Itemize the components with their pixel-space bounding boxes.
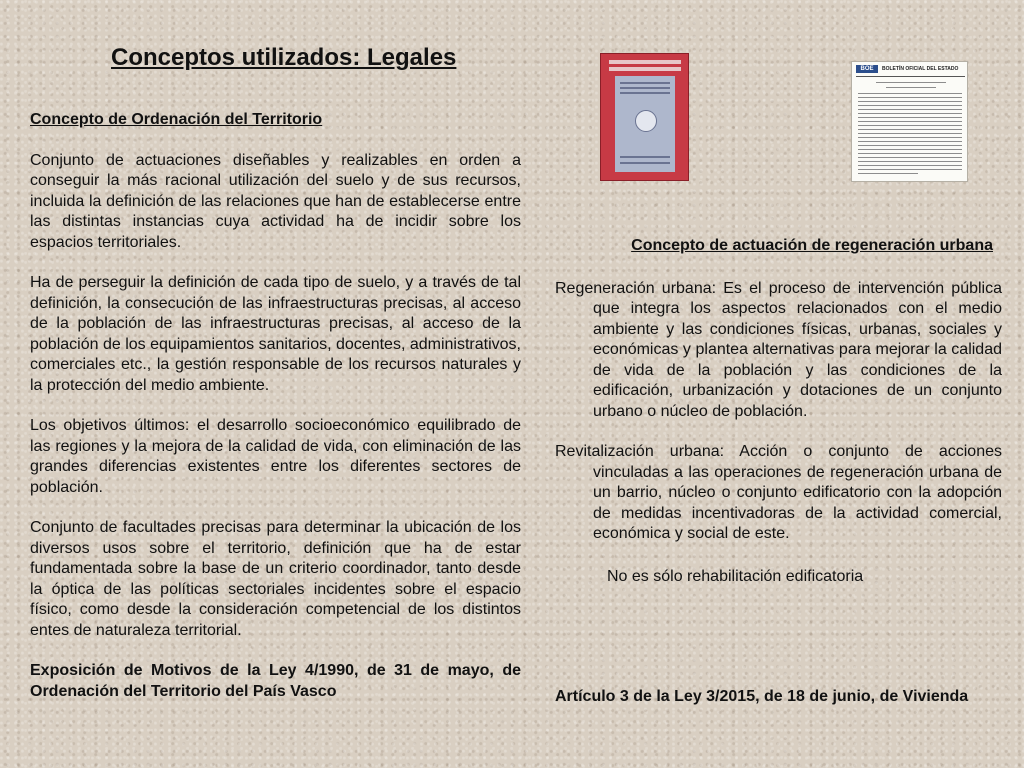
boe-logo: BOE (856, 65, 878, 73)
boe-text-line (858, 157, 962, 158)
right-column (555, 236, 1002, 587)
boe-text-line (858, 109, 962, 110)
book-cover-text-line (620, 156, 670, 158)
boe-text-line (858, 133, 962, 134)
boe-text-line (858, 125, 962, 126)
boe-text-line (858, 145, 962, 146)
boe-text-line (858, 149, 962, 150)
book-cover-text-line (620, 162, 670, 164)
boe-text-line (876, 82, 946, 83)
book-cover-image (600, 53, 689, 181)
book-cover-emblem-icon (635, 110, 657, 132)
boe-text-line (858, 161, 962, 162)
book-cover-text-line (620, 87, 670, 89)
book-cover-panel (615, 76, 675, 172)
slide-title: Conceptos utilizados: Legales (111, 44, 457, 71)
definition-regeneracion: Regeneración urbana: Es el proceso de intervención pública que integra los aspectos relacionados con el medio ambiente y las condiciones físicas, urbanas, sociales y económicas y plantea alternativas para mejorar la calidad de vida de la población y las condiciones de la edificación, urbanización y dotaciones de un conjunto urbano o núcleo de población. (555, 279, 1002, 420)
boe-text-line (858, 141, 962, 142)
book-cover-text-line (620, 92, 670, 94)
left-column (30, 110, 521, 702)
boe-text-line (886, 87, 936, 88)
book-cover-stripe (609, 67, 681, 71)
left-paragraph-1: Conjunto de actuaciones diseñables y realizables en orden a conseguir la más racional utilización del suelo y de sus recursos, incluida la definición de las relaciones que han de establecerse entre las distintas instancias cuya actividad ha de incidir sobre los espacios territoriales. (30, 151, 521, 251)
left-paragraph-3: Los objetivos últimos: el desarrollo socioeconómico equilibrado de las regiones y la mejora de la calidad de vida, con eliminación de las grandes diferencias existentes entre los diferentes sectores de población. (30, 417, 521, 496)
left-heading: Concepto de Ordenación del Territorio (30, 111, 323, 128)
left-paragraph-2: Ha de perseguir la definición de cada tipo de suelo, y a través de tal definición, la consecución de las infraestructuras precisas, al acceso de la población de las infraestructuras precisas, al acceso de la población de los equipamientos sanitarios, docentes, administrativos, comerciales etc., la gestión responsable de los recursos naturales y la protección del medio ambiente. (30, 274, 521, 394)
boe-text-line (858, 105, 962, 106)
note-text: No es sólo rehabilitación edificatoria (607, 567, 864, 585)
boe-text-line (858, 169, 962, 170)
boe-text-line (858, 93, 962, 94)
boe-text-line (858, 129, 962, 130)
boe-text-line (858, 173, 918, 174)
boe-text-line (858, 101, 962, 102)
boe-text-line (858, 153, 962, 154)
boe-text-line (858, 137, 962, 138)
boe-text-line (858, 97, 962, 98)
right-source: Artículo 3 de la Ley 3/2015, de 18 de junio, de Vivienda (555, 688, 969, 705)
left-source: Exposición de Motivos de la Ley 4/1990, de 31 de mayo, de Ordenación del Territorio del País Vasco (30, 662, 521, 700)
left-paragraph-4: Conjunto de facultades precisas para determinar la ubicación de los diversos usos sobre el territorio, definición que ha de estar fundamentada sobre la base de un criterio coordinador, tanto desde la óptica de las políticas sectoriales incidentes sobre el espacio físico, como desde la consideración competencial de los distintos entes de naturaleza territorial. (30, 519, 521, 639)
boe-rule (856, 76, 965, 77)
boe-text-line (858, 165, 962, 166)
boe-text-line (858, 117, 962, 118)
boe-text-line (858, 113, 962, 114)
boe-text-line (858, 121, 962, 122)
boe-header: BOLETÍN OFICIAL DEL ESTADO (882, 66, 959, 72)
definition-revitalizacion: Revitalización urbana: Acción o conjunto de acciones vinculadas a las operaciones de regeneración urbana de un barrio, núcleo o conjunto edificatorio con la adopción de medidas incentivadoras de la actividad comercial, económica y social de este. (555, 443, 1002, 542)
right-heading: Concepto de actuación de regeneración urbana (631, 237, 993, 254)
boe-document-image (851, 61, 968, 182)
book-cover-text-line (620, 82, 670, 84)
book-cover-stripe (609, 60, 681, 64)
